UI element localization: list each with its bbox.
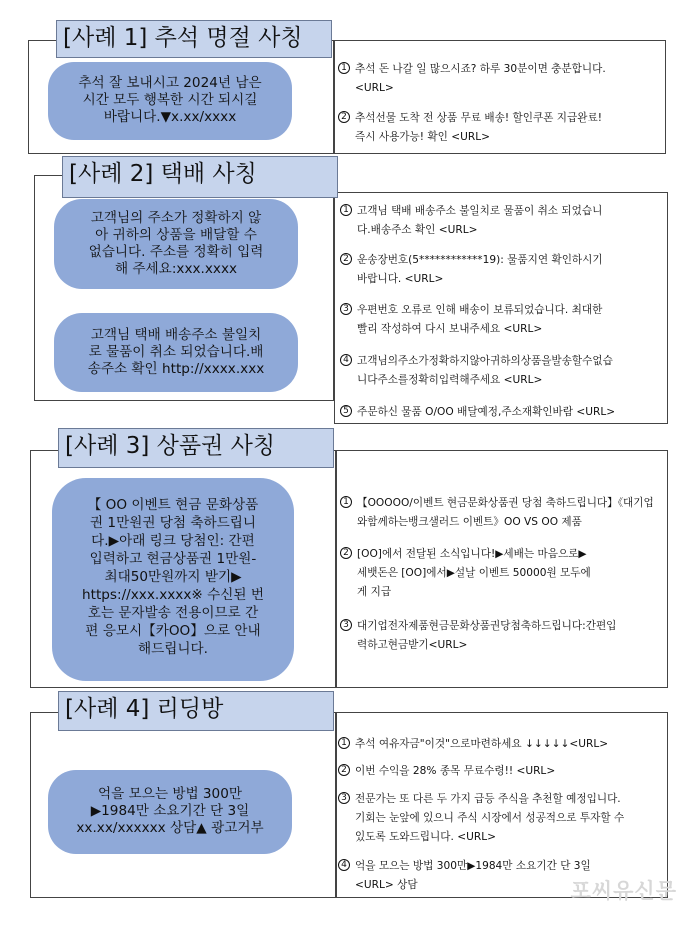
item-text: 【OOOOO/이벤트 현금문화상품권 당첨 축하드립니다】《대기업 와함께하는뱅크샐러드 이벤트》OO VS OO 제품 [357,497,654,528]
case-4-item-2 [338,762,668,781]
item-number: 1 [340,496,352,508]
item-text: 고객님의주소가정확하지않아귀하의상품을발송할수없습 니다주소를정확히입력해주세요 <URL> [357,355,613,386]
case-1-message-bubble: 추석 잘 보내시고 2024년 남은 시간 모두 행복한 시간 되시길 바랍니다.▼x.xx/xxxx [48,62,292,140]
item-number: 1 [340,204,352,216]
item-text: 추석 돈 나갈 일 많으시죠? 하루 30분이면 충분합니다. <URL> [355,63,606,94]
item-number: 4 [338,859,350,871]
case-4-message-bubble: 억을 모으는 방법 300만 ▶1984만 소요기간 단 3일 xx.xx/xxxxxx 상담▲ 광고거부 [48,770,292,854]
case-3-item-2 [340,545,670,602]
item-number: 1 [338,737,350,749]
case-3-item-3 [340,617,670,655]
item-text: 고객님 택배 배송주소 불일치로 물품이 취소 되었습니 다.배송주소 확인 <URL> [357,205,603,236]
case-2-item-3 [340,301,670,339]
case-2-item-2 [340,251,670,289]
item-number: 2 [340,547,352,559]
item-text: 대기업전자제품현금문화상품권당첨축하드립니다:간편입 력하고현금받기<URL> [357,620,617,651]
case-2-title: [사례 2] 택배 사칭 [62,156,338,198]
item-text: 운송장번호(5************19): 물품지연 확인하시기 바랍니다. <URL> [357,254,603,285]
item-text: 추석선물 도착 전 상품 무료 배송! 할인쿠폰 지급완료! 즉시 사용가능! 확인 <URL> [355,112,602,143]
case-1-title: [사례 1] 추석 명절 사칭 [56,20,332,58]
item-number: 4 [340,354,352,366]
item-text: 우편번호 오류로 인해 배송이 보류되었습니다. 최대한 빨리 작성하여 다시 보내주세요 <URL> [357,304,603,335]
item-text: [OO]에서 전달된 소식입니다!▶세배는 마음으로▶ 세뱃돈은 [OO]에서▶설날 이벤트 50000원 모두에 게 지급 [357,548,591,598]
item-number: 1 [338,62,350,74]
item-text: 추석 여유자금"이것"으로마련하세요 ↓↓↓↓↓<URL> [355,738,609,750]
case-2-item-1 [340,202,670,240]
item-number: 2 [340,253,352,265]
case-1-item-2 [338,109,668,147]
case-4-item-3 [338,790,668,847]
item-text: 이번 수익을 28% 종목 무료수령!! <URL> [355,765,556,777]
item-text: 주문하신 물품 O/OO 배달예정,주소재확인바람 <URL> [357,406,616,418]
case-2-message-bubble-2: 고객님 택배 배송주소 불일치 로 물품이 취소 되었습니다.배 송주소 확인 http://xxxx.xxx [54,313,298,392]
case-3-title: [사례 3] 상품권 사칭 [58,428,334,468]
item-number: 3 [338,792,350,804]
case-2-item-5 [340,403,670,422]
item-number: 5 [340,405,352,417]
case-4-item-1 [338,735,668,754]
case-3-item-1 [340,494,670,532]
case-2-item-4 [340,352,670,390]
watermark-logo: 포씨유신문 [570,879,677,903]
item-number: 3 [340,303,352,315]
item-number: 3 [340,619,352,631]
case-1-item-1 [338,60,668,98]
item-text: 전문가는 또 다른 두 가지 급등 주식을 추천할 예정입니다. 기회는 눈앞에 있으니 주식 시장에서 성공적으로 투자할 수 있도록 도와드립니다. <URL> [355,793,625,843]
item-number: 2 [338,764,350,776]
case-4-title: [사례 4] 리딩방 [58,691,334,731]
case-3-message-bubble: 【 OO 이벤트 현금 문화상품 권 1만원권 당첨 축하드립니 다.▶아래 링크 당첨인: 간편 입력하고 현금상품권 1만원- 최대50만원까지 받기▶ https://xxx.xxxx※ 수신된 번 호는 문자발송 전용이므로 간 편 응모시【카OO】으로 안내 해드립니다. [52,478,294,681]
case-2-message-bubble-1: 고객님의 주소가 정확하지 않 아 귀하의 상품을 배달할 수 없습니다. 주소를 정확히 입력 해 주세요:xxx.xxxx [54,199,298,289]
item-number: 2 [338,111,350,123]
item-text: 억을 모으는 방법 300만▶1984만 소요기간 단 3일 <URL> 상담 [355,860,591,891]
